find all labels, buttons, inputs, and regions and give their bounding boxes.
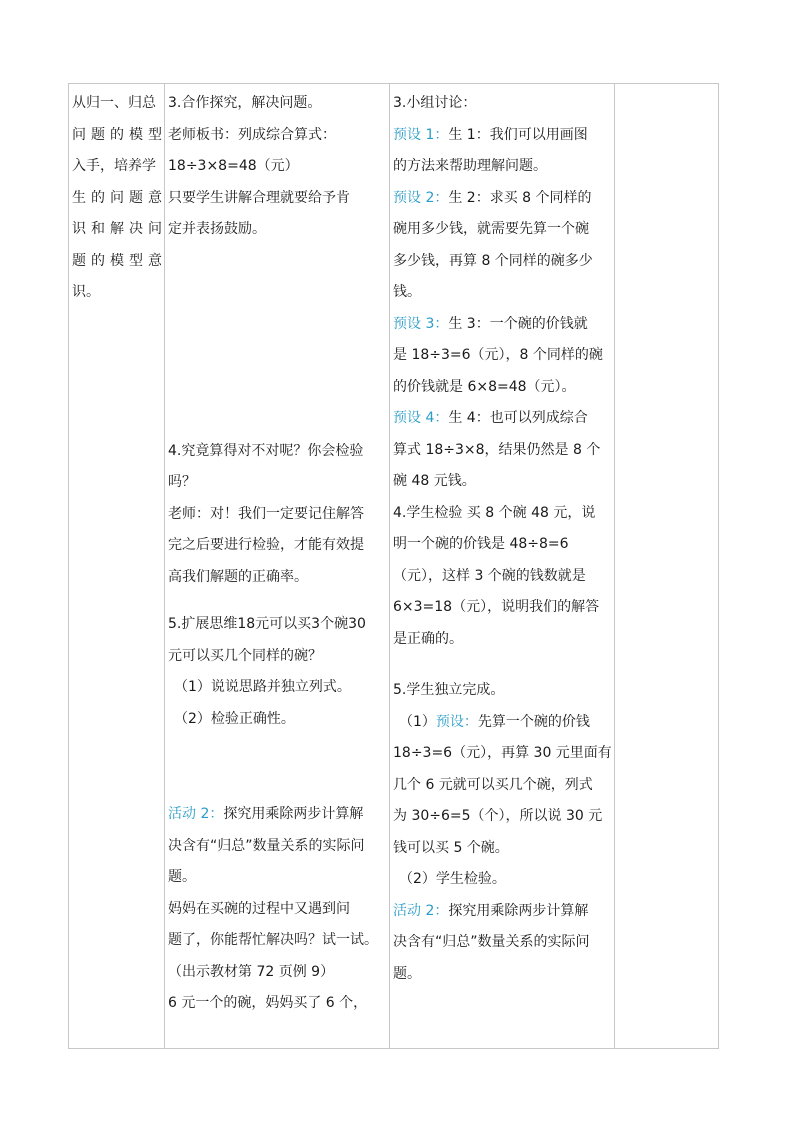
text-line: 6×3=18（元），说明我们的解答: [393, 599, 600, 615]
preset-line: 预设 1：生 1：我们可以用画图: [393, 126, 588, 143]
text-line: 题。: [168, 869, 196, 885]
text-line: 是 18÷3=6（元），8 个同样的碗: [393, 347, 603, 363]
activity-heading: 活动 2：探究用乘除两步计算解: [393, 902, 589, 919]
text-line: 决含有“归总”数量关系的实际问: [168, 837, 365, 854]
text-line: 4.究竟算得对不对呢？你会检验: [168, 442, 364, 459]
text-line: 钱可以买 5 个碗。: [393, 839, 509, 856]
text-line: （1）说说思路并独立列式。: [174, 679, 351, 695]
text-line: 题。: [393, 965, 421, 982]
table-row: [69, 84, 719, 1049]
text-line: 是正确的。: [393, 630, 463, 647]
text-line: 18÷3×8=48（元）: [168, 158, 299, 174]
text-line: 高我们解题的正确率。: [168, 568, 308, 585]
notes-cell: [615, 84, 719, 1049]
text-line: （2）学生检验。: [399, 871, 506, 887]
text-line: 3.合作探究，解决问题。: [168, 95, 322, 111]
text-line: 6 元一个的碗，妈妈买了 6 个，: [168, 995, 368, 1011]
text-line: 为 30÷6=5（个），所以说 30 元: [393, 808, 603, 824]
preset-label: 预设 3：: [393, 315, 449, 332]
text-line: 的方法来帮助理解问题。: [393, 158, 547, 174]
text-line: 几个 6 元就可以买几个碗，列式: [393, 776, 593, 793]
text-line: 元可以买几个同样的碗？: [168, 647, 322, 664]
text-line: 识。: [72, 284, 100, 300]
text-line: （出示教材第 72 页例 9）: [168, 963, 335, 980]
preset-line: 预设 3：生 3：一个碗的价钱就: [393, 315, 588, 332]
text-line: 算式 18÷3×8，结果仍然是 8 个: [393, 441, 601, 458]
text-line: 决含有“归总”数量关系的实际问: [393, 934, 590, 950]
text-line: 题的模型意: [72, 252, 162, 269]
preset-label: 预设 2：: [393, 189, 449, 206]
text-line: 识和解决问: [72, 221, 162, 237]
text-line: 4.学生检验 买 8 个碗 48 元，说: [393, 504, 596, 521]
text-line: 从归一、归总: [72, 95, 156, 111]
text-line: 多少钱，再算 8 个同样的碗多少: [393, 252, 593, 269]
text-line: 老师板书：列成综合算式：: [168, 126, 336, 143]
text-line: 完之后要进行检验，才能有效提: [168, 537, 364, 553]
teacher-activity-cell: [165, 84, 390, 1049]
text-line: 吗？: [168, 474, 196, 490]
preset-label: 预设：: [435, 713, 478, 730]
lesson-table: [68, 83, 719, 1049]
text-line: 老师：对！我们一定要记住解答: [168, 505, 364, 522]
text-line: 钱。: [393, 284, 421, 300]
text-line: 5.扩展思维18元可以买3个碗30: [168, 616, 366, 632]
text-line: 入手，培养学: [72, 158, 156, 174]
activity-heading: 活动 2：探究用乘除两步计算解: [168, 806, 364, 822]
text-line: 妈妈在买碗的过程中又遇到问: [168, 900, 350, 917]
preset-line: （1）预设：先算一个碗的价钱: [399, 713, 590, 730]
activity-label: 活动 2：: [168, 806, 224, 822]
text-line: 的价钱就是 6×8=48（元）。: [393, 378, 576, 395]
text-line: 明一个碗的价钱是 48÷8=6: [393, 536, 569, 552]
preset-line: 预设 2：生 2：求买 8 个同样的: [393, 189, 592, 206]
preset-label: 预设 1：: [393, 126, 449, 143]
text-line: （2）检验正确性。: [174, 710, 295, 727]
text-line: 18÷3=6（元），再算 30 元里面有: [393, 745, 612, 761]
text-line: 碗用多少钱，就需要先算一个碗: [393, 221, 589, 237]
preset-label: 预设 4：: [393, 410, 449, 426]
text-line: 问题的模型: [72, 126, 162, 143]
design-intent-cell: [69, 84, 165, 1049]
text-line: 5.学生独立完成。: [393, 682, 505, 698]
preset-line: 预设 4：生 4：也可以列成综合: [393, 410, 588, 426]
text-line: 碗 48 元钱。: [393, 473, 476, 489]
text-line: 题了，你能帮忙解决吗？试一试。: [168, 932, 378, 948]
activity-label: 活动 2：: [393, 902, 449, 919]
student-activity-cell: [390, 84, 615, 1049]
text-line: 生的问题意: [72, 189, 162, 206]
text-line: 只要学生讲解合理就要给予肯: [168, 189, 350, 206]
text-line: 定并表扬鼓励。: [168, 221, 266, 237]
text-line: 3.小组讨论：: [393, 95, 477, 111]
text-line: （元），这样 3 个碗的钱数就是: [393, 567, 586, 584]
